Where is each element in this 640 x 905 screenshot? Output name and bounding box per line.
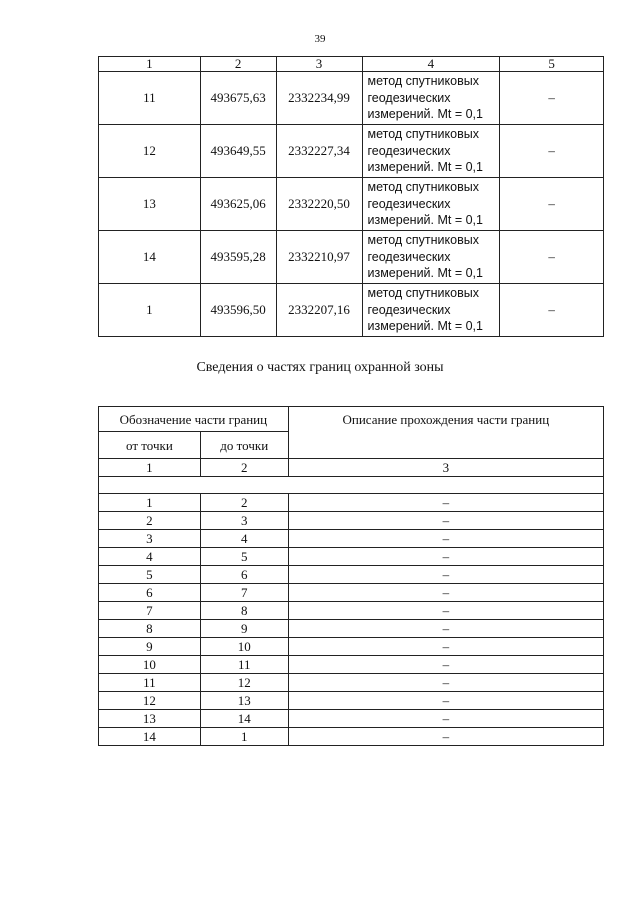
column-number: 1 <box>99 57 201 72</box>
method-line: измерений. Mt = 0,1 <box>367 213 483 228</box>
note-dash: – <box>500 284 604 337</box>
header-description: Описание прохождения части границ <box>288 407 603 459</box>
column-number: 3 <box>288 459 603 477</box>
method-line: измерений. Mt = 0,1 <box>367 319 483 334</box>
method-line: метод спутниковых <box>367 286 479 301</box>
boundary-parts-table <box>98 406 604 746</box>
coordinate-row <box>99 125 604 178</box>
to-point: 10 <box>200 638 288 656</box>
coordinate-x: 493596,50 <box>200 284 276 337</box>
to-point: 12 <box>200 674 288 692</box>
method-line: метод спутниковых <box>367 180 479 195</box>
part-description: – <box>288 728 603 746</box>
boundary-part-row <box>99 620 604 638</box>
note-dash: – <box>500 72 604 125</box>
from-point: 6 <box>99 584 201 602</box>
part-description: – <box>288 602 603 620</box>
part-description: – <box>288 566 603 584</box>
column-number: 2 <box>200 459 288 477</box>
part-description: – <box>288 620 603 638</box>
boundary-part-row <box>99 530 604 548</box>
method-description <box>362 125 500 178</box>
method-line: геодезических <box>367 302 451 317</box>
boundary-part-row <box>99 692 604 710</box>
coordinate-y: 2332220,50 <box>276 178 362 231</box>
part-description: – <box>288 692 603 710</box>
method-description <box>362 231 500 284</box>
part-description: – <box>288 530 603 548</box>
method-description <box>362 72 500 125</box>
from-point: 14 <box>99 728 201 746</box>
coordinate-y: 2332234,99 <box>276 72 362 125</box>
from-point: 11 <box>99 674 201 692</box>
from-point: 8 <box>99 620 201 638</box>
coordinate-y: 2332227,34 <box>276 125 362 178</box>
point-number: 14 <box>99 231 201 284</box>
to-point: 8 <box>200 602 288 620</box>
coordinate-x: 493649,55 <box>200 125 276 178</box>
method-line: геодезических <box>367 249 451 264</box>
part-description: – <box>288 674 603 692</box>
point-number: 11 <box>99 72 201 125</box>
from-point: 9 <box>99 638 201 656</box>
method-description <box>362 284 500 337</box>
blank-row <box>99 477 604 494</box>
blank-cell <box>99 477 604 494</box>
method-line: метод спутниковых <box>367 233 479 248</box>
to-point: 4 <box>200 530 288 548</box>
boundary-part-row <box>99 602 604 620</box>
boundary-part-row <box>99 638 604 656</box>
method-line: метод спутниковых <box>367 74 479 89</box>
coordinates-table <box>98 56 604 337</box>
from-point: 1 <box>99 494 201 512</box>
header-to-point: до точки <box>200 432 288 459</box>
to-point: 14 <box>200 710 288 728</box>
boundary-part-row <box>99 728 604 746</box>
coordinate-x: 493595,28 <box>200 231 276 284</box>
coordinate-row <box>99 284 604 337</box>
note-dash: – <box>500 178 604 231</box>
part-description: – <box>288 548 603 566</box>
note-dash: – <box>500 231 604 284</box>
coordinate-y: 2332207,16 <box>276 284 362 337</box>
coordinate-row <box>99 231 604 284</box>
part-description: – <box>288 638 603 656</box>
to-point: 9 <box>200 620 288 638</box>
from-point: 12 <box>99 692 201 710</box>
to-point: 7 <box>200 584 288 602</box>
method-line: измерений. Mt = 0,1 <box>367 107 483 122</box>
to-point: 1 <box>200 728 288 746</box>
method-line: геодезических <box>367 196 451 211</box>
method-line: геодезических <box>367 143 451 158</box>
to-point: 13 <box>200 692 288 710</box>
point-number: 1 <box>99 284 201 337</box>
from-point: 13 <box>99 710 201 728</box>
column-number: 1 <box>99 459 201 477</box>
boundary-part-row <box>99 548 604 566</box>
method-line: измерений. Mt = 0,1 <box>367 266 483 281</box>
to-point: 5 <box>200 548 288 566</box>
coordinate-row <box>99 72 604 125</box>
parts-number-row <box>99 459 604 477</box>
from-point: 10 <box>99 656 201 674</box>
boundary-part-row <box>99 656 604 674</box>
section-title: Сведения о частях границ охранной зоны <box>196 360 444 375</box>
to-point: 3 <box>200 512 288 530</box>
point-number: 13 <box>99 178 201 231</box>
to-point: 6 <box>200 566 288 584</box>
method-line: метод спутниковых <box>367 127 479 142</box>
method-line: геодезических <box>367 90 451 105</box>
method-description <box>362 178 500 231</box>
from-point: 5 <box>99 566 201 584</box>
coordinate-y: 2332210,97 <box>276 231 362 284</box>
part-description: – <box>288 584 603 602</box>
part-description: – <box>288 512 603 530</box>
column-number: 2 <box>200 57 276 72</box>
from-point: 3 <box>99 530 201 548</box>
boundary-part-row <box>99 566 604 584</box>
from-point: 7 <box>99 602 201 620</box>
part-description: – <box>288 656 603 674</box>
coordinate-x: 493675,63 <box>200 72 276 125</box>
from-point: 2 <box>99 512 201 530</box>
boundary-part-row <box>99 710 604 728</box>
boundary-part-row <box>99 584 604 602</box>
point-number: 12 <box>99 125 201 178</box>
header-from-point: от точки <box>99 432 201 459</box>
boundary-part-row <box>99 674 604 692</box>
to-point: 11 <box>200 656 288 674</box>
coordinate-x: 493625,06 <box>200 178 276 231</box>
part-description: – <box>288 494 603 512</box>
method-line: измерений. Mt = 0,1 <box>367 160 483 175</box>
page-number: 39 <box>314 33 326 45</box>
boundary-part-row <box>99 512 604 530</box>
coordinates-header-row <box>99 57 604 72</box>
coordinate-row <box>99 178 604 231</box>
from-point: 4 <box>99 548 201 566</box>
column-number: 4 <box>362 57 500 72</box>
column-number: 3 <box>276 57 362 72</box>
header-designation: Обозначение части границ <box>99 407 289 432</box>
note-dash: – <box>500 125 604 178</box>
column-number: 5 <box>500 57 604 72</box>
to-point: 2 <box>200 494 288 512</box>
part-description: – <box>288 710 603 728</box>
boundary-part-row <box>99 494 604 512</box>
